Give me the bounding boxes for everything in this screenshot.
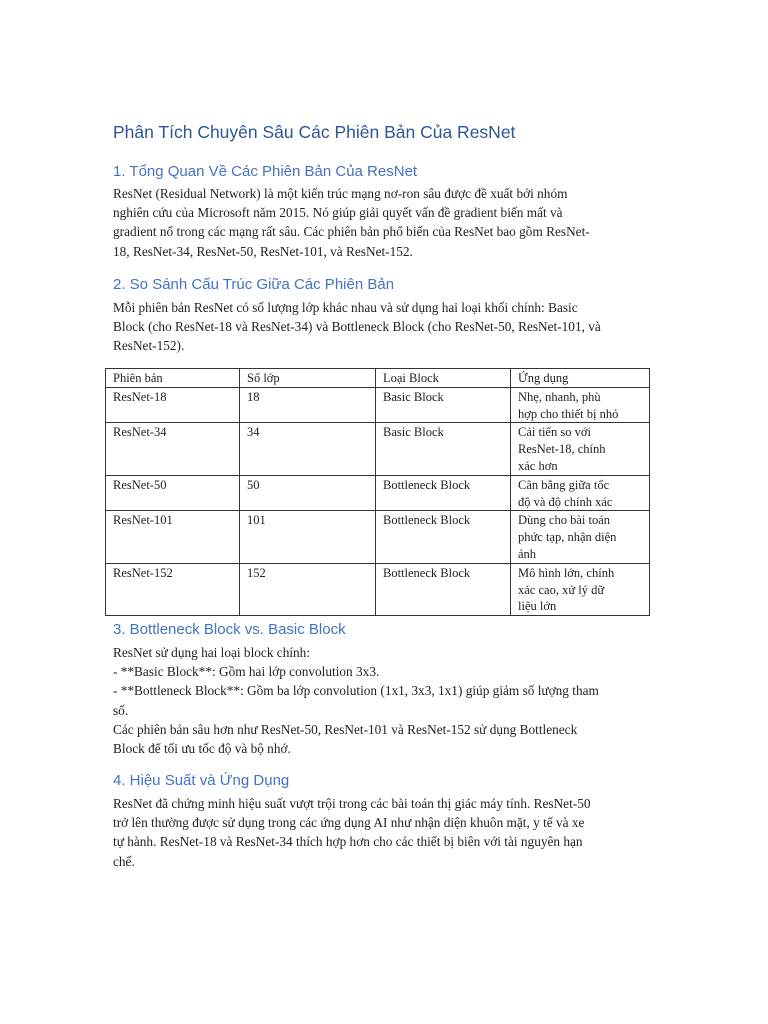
table-row	[106, 475, 650, 511]
paragraph-line: ResNet-152).	[113, 338, 185, 354]
section-1-heading: 1. Tổng Quan Về Các Phiên Bản Của ResNet	[113, 163, 418, 180]
table-cell-layers: 18	[240, 387, 376, 423]
table-cell-usage	[511, 511, 650, 563]
usage-line: xác hơn	[518, 458, 558, 473]
table-row	[106, 563, 650, 615]
table-header-cell: Số lớp	[240, 369, 376, 388]
paragraph-line: - **Bottleneck Block**: Gồm ba lớp convolution (1x1, 3x3, 1x1) giúp giảm số lượng tham	[113, 683, 599, 699]
usage-line: Cải tiến so với	[518, 425, 591, 440]
paragraph-line: số.	[113, 702, 129, 718]
paragraph-line: ResNet (Residual Network) là một kiến trúc mạng nơ-ron sâu được đề xuất bởi nhóm	[113, 186, 568, 201]
usage-line: liệu lớn	[518, 599, 557, 614]
section-3-paragraph	[113, 643, 648, 758]
paragraph-line: Block để tối ưu tốc độ và bộ nhớ.	[113, 741, 291, 757]
paragraph-line: ResNet đã chứng minh hiệu suất vượt trội trong các bài toán thị giác máy tính. ResNet-50	[113, 796, 591, 811]
usage-line: Dùng cho bài toán	[518, 513, 610, 528]
usage-line: xác cao, xử lý dữ	[518, 582, 605, 597]
section-1-paragraph	[113, 184, 648, 261]
table-cell-block: Bottleneck Block	[376, 511, 511, 563]
table-row	[106, 511, 650, 563]
paragraph-line: chế.	[113, 853, 135, 869]
paragraph-line: tự hành. ResNet-18 và ResNet-34 thích hợp hơn cho các thiết bị biên với tài nguyên hạn	[113, 834, 583, 850]
table-cell-usage	[511, 423, 650, 475]
paragraph-line: gradient nổ trong các mạng rất sâu. Các phiên bản phổ biến của ResNet bao gồm ResNet-	[113, 224, 590, 240]
table-cell-version: ResNet-34	[106, 423, 240, 475]
section-2-paragraph	[113, 298, 648, 356]
document-title: Phân Tích Chuyên Sâu Các Phiên Bản Của ResNet	[113, 122, 516, 142]
resnet-comparison-table	[105, 368, 650, 616]
paragraph-line: Mỗi phiên bản ResNet có số lượng lớp khác nhau và sử dụng hai loại khối chính: Basic	[113, 300, 578, 315]
usage-line: hợp cho thiết bị nhỏ	[518, 406, 619, 421]
paragraph-line: Block (cho ResNet-18 và ResNet-34) và Bottleneck Block (cho ResNet-50, ResNet-101, và	[113, 319, 601, 335]
usage-line: Cân bằng giữa tốc	[518, 477, 610, 492]
table-cell-version: ResNet-101	[106, 511, 240, 563]
usage-line: ResNet-18, chính	[518, 442, 606, 457]
paragraph-line: trở lên thường được sử dụng trong các ứng dụng AI như nhận diện khuôn mặt, y tế và xe	[113, 815, 585, 831]
usage-line: ảnh	[518, 546, 537, 561]
table-cell-version: ResNet-18	[106, 387, 240, 423]
table-cell-usage	[511, 475, 650, 511]
section-3-heading: 3. Bottleneck Block vs. Basic Block	[113, 621, 346, 638]
table-cell-version: ResNet-50	[106, 475, 240, 511]
table-header-row	[106, 369, 650, 388]
paragraph-line: Các phiên bản sâu hơn như ResNet-50, ResNet-101 và ResNet-152 sử dụng Bottleneck	[113, 721, 578, 737]
table-row	[106, 387, 650, 423]
section-4-paragraph	[113, 794, 648, 871]
usage-line: độ và độ chính xác	[518, 494, 613, 509]
table-cell-usage	[511, 563, 650, 615]
paragraph-line: - **Basic Block**: Gồm hai lớp convolution 3x3.	[113, 664, 380, 680]
table-cell-block: Basic Block	[376, 387, 511, 423]
usage-line: phức tạp, nhận diện	[518, 530, 617, 545]
table-cell-block: Bottleneck Block	[376, 475, 511, 511]
usage-line: Nhẹ, nhanh, phù	[518, 389, 601, 404]
table-header-cell: Ứng dụng	[511, 369, 650, 388]
usage-line: Mô hình lớn, chính	[518, 565, 615, 580]
paragraph-line: 18, ResNet-34, ResNet-50, ResNet-101, và ResNet-152.	[113, 243, 413, 259]
table-cell-block: Bottleneck Block	[376, 563, 511, 615]
table-cell-layers: 34	[240, 423, 376, 475]
table-header-cell: Loại Block	[376, 369, 511, 388]
table-cell-layers: 152	[240, 563, 376, 615]
section-4-heading: 4. Hiệu Suất và Ứng Dụng	[113, 772, 290, 789]
paragraph-line: nghiên cứu của Microsoft năm 2015. Nó giúp giải quyết vấn đề gradient biến mất và	[113, 205, 563, 221]
table-row	[106, 423, 650, 475]
table-cell-version: ResNet-152	[106, 563, 240, 615]
paragraph-line: ResNet sử dụng hai loại block chính:	[113, 645, 311, 660]
table-cell-block: Basic Block	[376, 423, 511, 475]
table-header-cell: Phiên bản	[106, 369, 240, 388]
section-2-heading: 2. So Sánh Cấu Trúc Giữa Các Phiên Bản	[113, 276, 395, 293]
table-cell-usage	[511, 387, 650, 423]
table-cell-layers: 50	[240, 475, 376, 511]
table-cell-layers: 101	[240, 511, 376, 563]
